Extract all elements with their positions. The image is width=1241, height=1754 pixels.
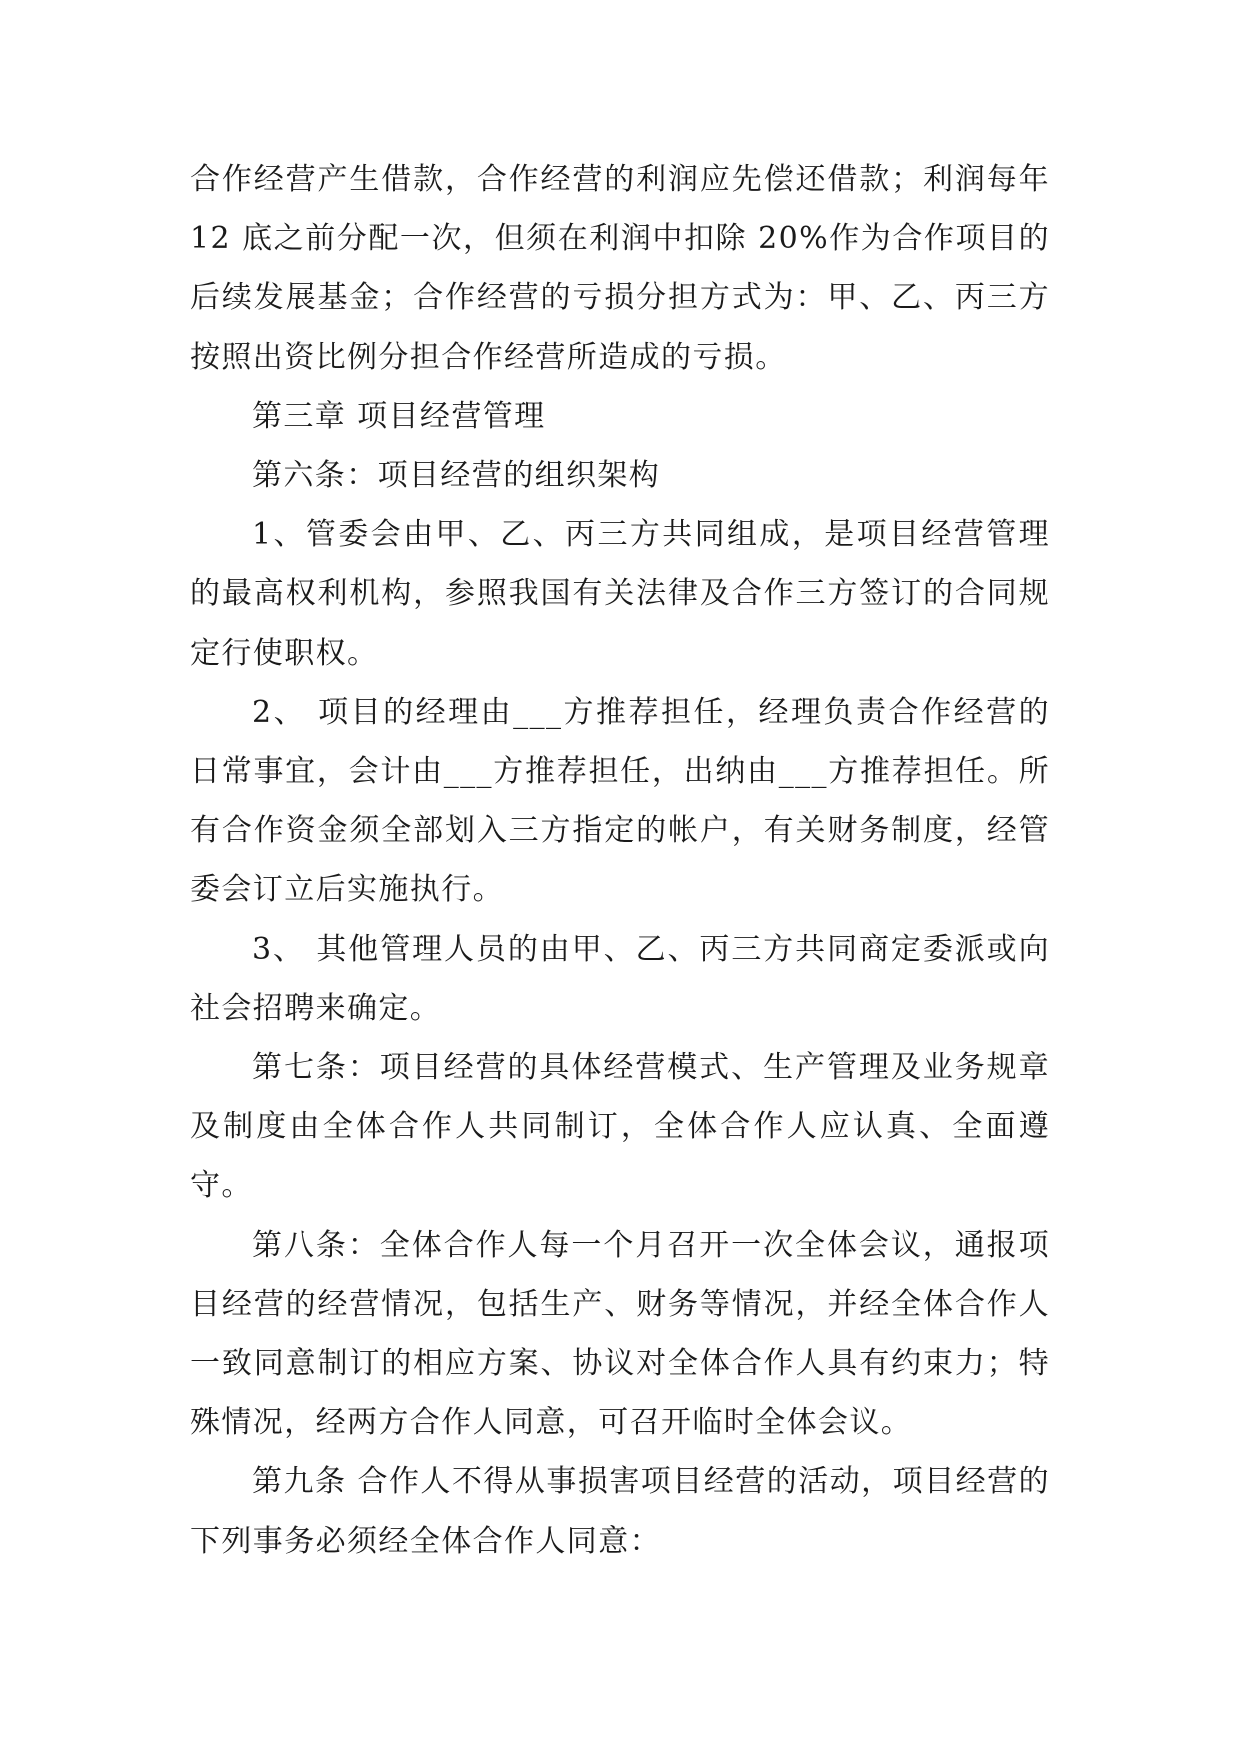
article-seven: 第七条：项目经营的具体经营模式、生产管理及业务规章及制度由全体合作人共同制订，全体合作人应认真、全面遵守。: [190, 1050, 1050, 1204]
article-six-item-2: 2、 项目的经理由___方推荐担任，经理负责合作经营的日常事宜，会计由___方推荐担任，出纳由___方推荐担任。所有合作资金须全部划入三方指定的帐户，有关财务制度，经管委会订立后实施执行。: [190, 694, 1050, 908]
article-six-item-3: 3、 其他管理人员的由甲、乙、丙三方共同商定委派或向社会招聘来确定。: [190, 931, 1050, 1026]
article-six-heading: 第六条：项目经营的组织架构: [252, 458, 661, 494]
article-nine: 第九条 合作人不得从事损害项目经营的活动，项目经营的下列事务必须经全体合作人同意：: [190, 1464, 1050, 1559]
article-eight: 第八条：全体合作人每一个月召开一次全体会议，通报项目经营的经营情况，包括生产、财务等情况，并经全体合作人一致同意制订的相应方案、协议对全体合作人具有约束力；特殊情况，经两方合作人同意，可召开临时全体会议。: [190, 1227, 1050, 1441]
paragraph-profit-distribution: 合作经营产生借款，合作经营的利润应先偿还借款；利润每年 12 底之前分配一次，但须在利润中扣除 20%作为合作项目的后续发展基金；合作经营的亏损分担方式为：甲、乙、丙三方按照出资比例分担合作经营所造成的亏损。: [190, 162, 1050, 375]
article-six-item-1: 1、管委会由甲、乙、丙三方共同组成，是项目经营管理的最高权利机构，参照我国有关法律及合作三方签订的合同规定行使职权。: [190, 517, 1050, 671]
document-body: [190, 150, 1050, 1571]
chapter-three-heading: 第三章 项目经营管理: [252, 398, 546, 434]
